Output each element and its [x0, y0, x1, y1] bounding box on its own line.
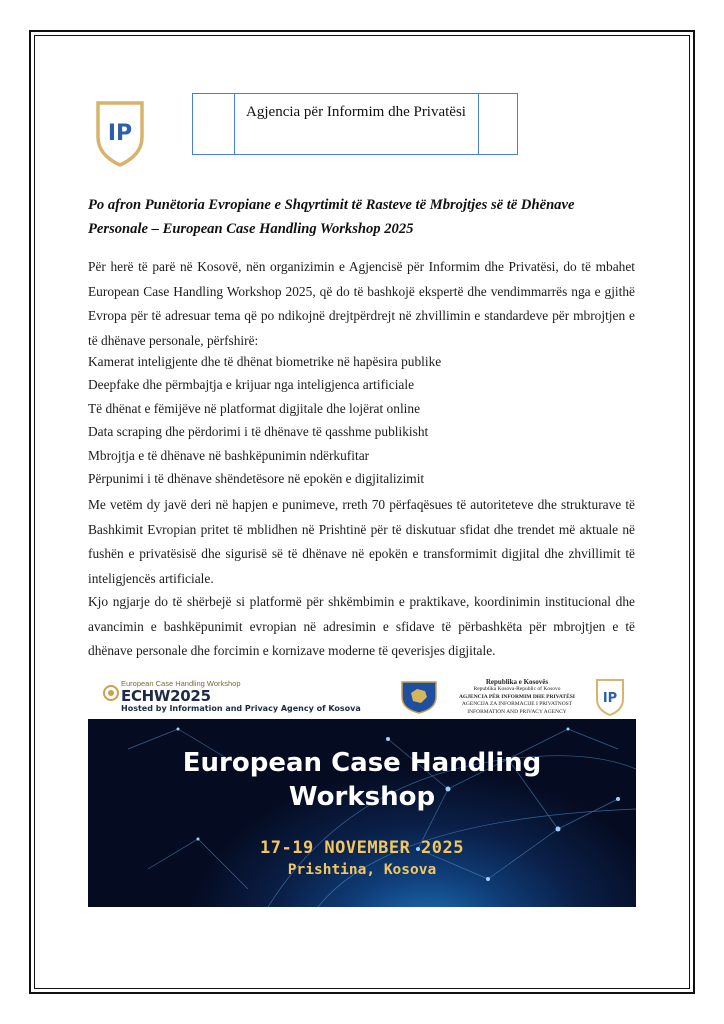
paragraph-2: Me vetëm dy javë deri në hapjen e punimeve, rreth 70 përfaqësues të autoriteteve dhe strukturave të Bashkimit Evropian pritet të mblidhen në Prishtinë për të diskutuar sfidat dhe trendet më aktuale në fushën e privatësisë dhe sigurisë së të dhënave në epokën e transformimit digjital dhe zhvillimit të inteligjencës artificiale.: [88, 497, 635, 586]
republic-text: [447, 679, 587, 716]
title-line-1: Po afron Punëtoria Evropiane e Shqyrtimit të Rasteve të Mbrojtjes së të Dhënave: [88, 197, 575, 213]
title-line-2: Personale – European Case Handling Workshop 2025: [88, 221, 414, 237]
list-item: Kamerat inteligjente dhe të dhënat biometrike në hapësira publike: [88, 354, 442, 369]
agency-line: AGENCIJA ZA INFORMACIJE I PRIVATNOST: [461, 701, 573, 708]
agency-name: Agjencia për Informim dhe Privatësi: [246, 104, 466, 120]
poster-location: Prishtina, Kosova: [287, 862, 437, 878]
ip-logo: [92, 97, 148, 169]
agency-line: AGJENCIA PËR INFORMIM DHE PRIVATËSI: [459, 693, 575, 700]
topic-list: [88, 350, 635, 490]
poster-title-line-2: Workshop: [288, 782, 436, 812]
list-item: Mbrojtja e të dhënave në bashkëpunimin ndërkufitar: [88, 447, 370, 463]
poster-dates: 17-19 NOVEMBER 2025: [260, 838, 464, 858]
event-branding: [121, 679, 361, 713]
republic-name: Republika e Kosovës: [485, 678, 549, 686]
list-item: Përpunimi i të dhënave shëndetësore në epokën e digjitalizimit: [88, 471, 425, 487]
paragraph-3: Kjo ngjarje do të shërbejë si platformë për shkëmbimin e praktikave, koordinimin institucional dhe avancimin e bashkëpunimit evropian në adresimin e sfidave të përbashkëta për mbrojtjen e të dhënave personale dhe forcimin e kornizave moderne të qeverisjes digjitale.: [88, 594, 635, 658]
republic-branding: [397, 677, 635, 717]
agency-line: INFORMATION AND PRIVACY AGENCY: [467, 708, 567, 715]
laurel-icon: [102, 682, 120, 704]
header-divider: [234, 94, 235, 154]
small-logo-text: IP: [602, 691, 618, 706]
event-poster: [88, 719, 636, 907]
agency-header-box: [192, 93, 518, 155]
list-item: Të dhënat e fëmijëve në platformat digjitale dhe lojërat online: [88, 400, 421, 416]
poster-title-line-1: European Case Handling: [182, 748, 542, 778]
logo-text: IP: [107, 121, 133, 146]
list-item: Data scraping dhe përdorimi i të dhënave të qasshme publikisht: [88, 424, 429, 440]
event-caption: European Case Handling Workshop: [121, 679, 241, 688]
intro-paragraph: Për herë të parë në Kosovë, nën organizimin e Agjencisë për Informim dhe Privatësi, do të mbahet European Case Handling Workshop 2025, që do të bashkojë ekspertë dhe vendimmarrës nga e gjithë Evropa për të adresuar tema që po ndikojnë drejtpërdrejt në zhvillimin e standardeve për mbrojtjen e të dhënave personale, përfshirë:: [88, 259, 635, 348]
article-title: [88, 193, 648, 241]
event-banner-strip: [88, 673, 636, 717]
ip-small-logo: [593, 677, 627, 717]
event-code: ECHW2025: [121, 687, 211, 705]
republic-subtitle: Republika Kosova-Republic of Kosovo: [473, 686, 561, 693]
kosovo-coat-of-arms-icon: [399, 679, 439, 715]
list-item: Deepfake dhe përmbajtja e krijuar nga inteligjenca artificiale: [88, 377, 415, 393]
hosted-by: Hosted by Information and Privacy Agency of Kosova: [121, 704, 361, 713]
header-divider: [478, 94, 479, 154]
